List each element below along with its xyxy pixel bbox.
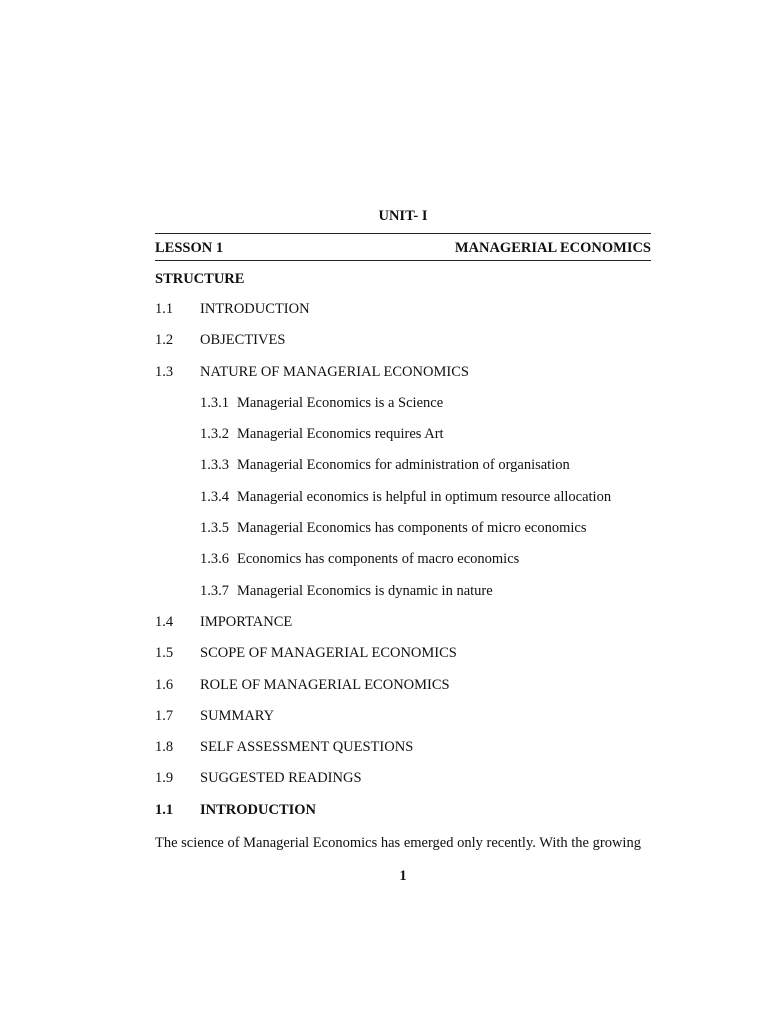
unit-title: UNIT- I bbox=[378, 208, 428, 224]
toc-item bbox=[155, 614, 651, 645]
toc-number: 1.4 bbox=[155, 613, 174, 630]
toc-item bbox=[155, 708, 651, 739]
toc-text: SUMMARY bbox=[200, 707, 275, 724]
toc-subtext: Managerial Economics requires Art bbox=[237, 426, 444, 443]
toc-subnumber: 1.3.4 bbox=[200, 488, 229, 505]
toc-number: 1.7 bbox=[155, 707, 174, 724]
toc-item bbox=[155, 677, 651, 708]
toc-text: SUGGESTED READINGS bbox=[200, 770, 362, 787]
lesson-title: MANAGERIAL ECONOMICS bbox=[454, 240, 651, 256]
toc-subnumber: 1.3.3 bbox=[200, 457, 229, 474]
toc-subnumber: 1.3.1 bbox=[200, 394, 229, 411]
toc-number: 1.8 bbox=[155, 739, 174, 756]
toc-subtext: Managerial economics is helpful in optimum resource allocation bbox=[237, 488, 612, 505]
bottom-rule bbox=[155, 260, 651, 261]
toc-subnumber: 1.3.6 bbox=[200, 551, 229, 568]
toc-text: SELF ASSESSMENT QUESTIONS bbox=[200, 739, 414, 756]
toc-subitem bbox=[155, 426, 651, 457]
toc-subtext: Managerial Economics for administration of organisation bbox=[237, 457, 570, 474]
toc-text: IMPORTANCE bbox=[200, 613, 293, 630]
toc-item bbox=[155, 739, 651, 770]
section-heading bbox=[155, 802, 651, 833]
section-title: INTRODUCTION bbox=[200, 801, 317, 818]
toc-subnumber: 1.3.7 bbox=[200, 582, 229, 599]
toc-subitem bbox=[155, 457, 651, 488]
toc-subitem bbox=[155, 583, 651, 614]
toc-subitem bbox=[155, 520, 651, 551]
toc-text: INTRODUCTION bbox=[200, 301, 310, 317]
toc-subtext: Economics has components of macro economics bbox=[237, 551, 520, 568]
top-rule bbox=[155, 233, 651, 234]
toc-item bbox=[155, 770, 651, 801]
toc-item bbox=[155, 364, 651, 395]
lesson-number: LESSON 1 bbox=[155, 240, 224, 256]
table-of-contents bbox=[155, 301, 651, 833]
document-page bbox=[155, 0, 651, 1024]
body-paragraph: The science of Managerial Economics has emerged only recently. With the growing bbox=[155, 835, 641, 851]
toc-number: 1.6 bbox=[155, 676, 174, 693]
toc-text: NATURE OF MANAGERIAL ECONOMICS bbox=[200, 363, 469, 380]
toc-item bbox=[155, 645, 651, 676]
toc-number: 1.9 bbox=[155, 770, 174, 787]
toc-number: 1.5 bbox=[155, 645, 174, 662]
toc-subitem bbox=[155, 551, 651, 582]
toc-text: ROLE OF MANAGERIAL ECONOMICS bbox=[200, 676, 450, 693]
toc-subnumber: 1.3.5 bbox=[200, 520, 229, 537]
toc-subtext: Managerial Economics is a Science bbox=[237, 394, 444, 411]
toc-number: 1.2 bbox=[155, 332, 174, 349]
page-number: 1 bbox=[399, 868, 407, 884]
toc-number: 1.3 bbox=[155, 363, 174, 380]
toc-subitem bbox=[155, 489, 651, 520]
toc-subnumber: 1.3.2 bbox=[200, 426, 229, 443]
section-number: 1.1 bbox=[155, 801, 174, 818]
toc-text: OBJECTIVES bbox=[200, 332, 286, 349]
toc-subtext: Managerial Economics is dynamic in nature bbox=[237, 582, 493, 599]
toc-subtext: Managerial Economics has components of micro economics bbox=[237, 520, 587, 537]
toc-text: SCOPE OF MANAGERIAL ECONOMICS bbox=[200, 645, 457, 662]
toc-item bbox=[155, 332, 651, 363]
toc-subitem bbox=[155, 395, 651, 426]
toc-number: 1.1 bbox=[155, 301, 174, 317]
toc-item bbox=[155, 301, 651, 332]
structure-heading: STRUCTURE bbox=[155, 271, 245, 287]
